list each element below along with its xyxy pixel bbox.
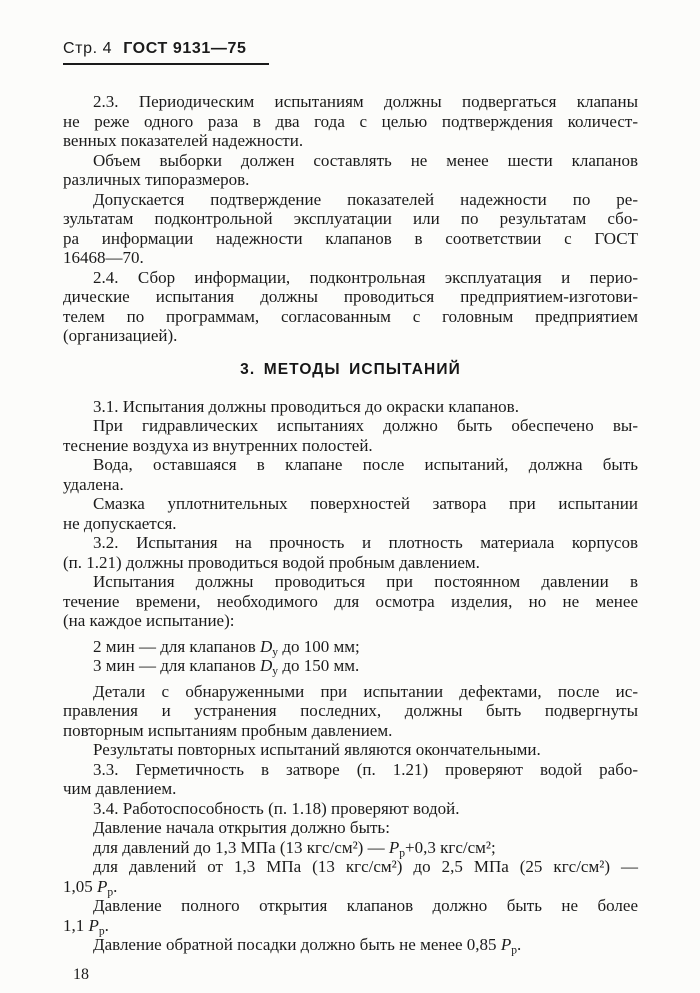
text-line: 3.4. Работоспособность (п. 1.18) проверяют водой. — [93, 798, 460, 818]
text-line: 2.4. Сбор информации, подконтрольная эксплуатация и перио- — [93, 267, 638, 287]
section-3-heading: 3. МЕТОДЫ ИСПЫТАНИЙ — [240, 360, 461, 378]
doc-label: ГОСТ 9131—75 — [123, 40, 247, 57]
text-line: (на каждое испытание): — [63, 611, 235, 630]
paragraph — [63, 494, 638, 533]
text-line: дические испытания должны проводиться предприятием-изготови- — [63, 287, 638, 306]
text-line: Объем выборки должен составлять не менее шести клапанов — [93, 150, 638, 170]
page-number: 18 — [73, 965, 89, 983]
text-line: Вода, оставшаяся в клапане после испытаний, должна быть — [93, 455, 638, 474]
text-line: чим давлением. — [63, 779, 177, 798]
paragraph — [63, 935, 638, 955]
section-2-body — [63, 92, 638, 346]
paragraph — [63, 896, 638, 935]
paragraph — [63, 857, 638, 896]
paragraph — [63, 760, 638, 799]
text-line: 3.2. Испытания на прочность и плотность материала корпусов — [93, 533, 638, 552]
paragraph — [63, 397, 638, 417]
text-line: 16468—70. — [63, 248, 144, 267]
text-line: 3.3. Герметичность в затворе (п. 1.21) проверяют водой рабо- — [93, 759, 638, 779]
paragraph — [63, 656, 638, 676]
text-line: для давлений до 1,3 МПа (13 кгс/см²) — $P_р+0,3$ кгс/см²; — [93, 837, 496, 859]
text-line: 2 мин — для клапанов $D_у$ до 100 мм; — [93, 636, 360, 658]
text-line: Детали с обнаруженными при испытании дефектами, после ис- — [93, 681, 638, 701]
text-line: При гидравлических испытаниях должно быть обеспечено вы- — [93, 416, 638, 435]
text-line: Давление полного открытия клапанов должно быть не более — [93, 896, 638, 915]
text-line: 3 мин — для клапанов $D_у$ до 150 мм. — [93, 656, 360, 678]
paragraph — [63, 190, 638, 268]
text-line: не реже одного раза в два года с целью подтверждения количест- — [63, 111, 638, 131]
paragraph — [63, 682, 638, 741]
text-line: течение времени, необходимого для осмотра изделия, но не менее — [63, 591, 638, 611]
paragraph — [63, 533, 638, 572]
text-line: правления и устранения последних, должны быть подвергнуты — [63, 701, 638, 720]
paragraph — [63, 637, 638, 657]
text-line: венных показателей надежности. — [63, 131, 304, 150]
text-line: ра информации надежности клапанов в соответствии с ГОСТ — [63, 228, 638, 248]
paragraph — [63, 838, 638, 858]
paragraph — [63, 268, 638, 346]
text-line: телем по программам, согласованным с головным предприятием — [63, 306, 638, 326]
paragraph — [63, 455, 638, 494]
text-line: не допускается. — [63, 513, 177, 533]
paragraph — [63, 151, 638, 190]
page-header — [63, 40, 638, 65]
document-body — [63, 92, 638, 984]
paragraph — [63, 416, 638, 455]
text-line: Давление обратной посадки должно быть не менее 0,85 $P_р$. — [93, 935, 522, 957]
paragraph — [63, 92, 638, 151]
text-line: Испытания должны проводиться при постоянном давлении в — [93, 572, 638, 591]
text-line: теснение воздуха из внутренних полостей. — [63, 435, 373, 455]
page-label: Стр. 4 — [63, 40, 113, 57]
paragraph — [63, 799, 638, 819]
text-line: для давлений от 1,3 МПа (13 кгс/см²) до 2,5 МПа (25 кгс/см²) — — [93, 857, 638, 876]
text-line: повторным испытаниям пробным давлением. — [63, 720, 393, 740]
paragraph — [63, 818, 638, 838]
section-3-body — [63, 397, 638, 955]
text-line: Результаты повторных испытаний являются окончательными. — [93, 740, 541, 759]
text-line: Допускается подтверждение показателей надежности по ре- — [93, 189, 638, 209]
text-line: различных типоразмеров. — [63, 170, 250, 189]
text-line: зультатам подконтрольной эксплуатации или по результатам сбо- — [63, 209, 638, 228]
text-line: Смазка уплотнительных поверхностей затвора при испытании — [93, 494, 638, 513]
text-line: 3.1. Испытания должны проводиться до окраски клапанов. — [93, 396, 519, 416]
running-head — [63, 40, 269, 65]
text-line: 1,1 $P_р$. — [63, 915, 109, 937]
text-line: (организацией). — [63, 326, 178, 345]
text-line: удалена. — [63, 474, 124, 494]
text-line: 2.3. Периодическим испытаниям должны подвергаться клапаны — [93, 92, 638, 111]
text-line: 1,05 $P_р$. — [63, 876, 118, 898]
paragraph — [63, 572, 638, 631]
text-line: (п. 1.21) должны проводиться водой пробным давлением. — [63, 552, 480, 572]
text-line: Давление начала открытия должно быть: — [93, 818, 390, 837]
paragraph — [63, 740, 638, 760]
